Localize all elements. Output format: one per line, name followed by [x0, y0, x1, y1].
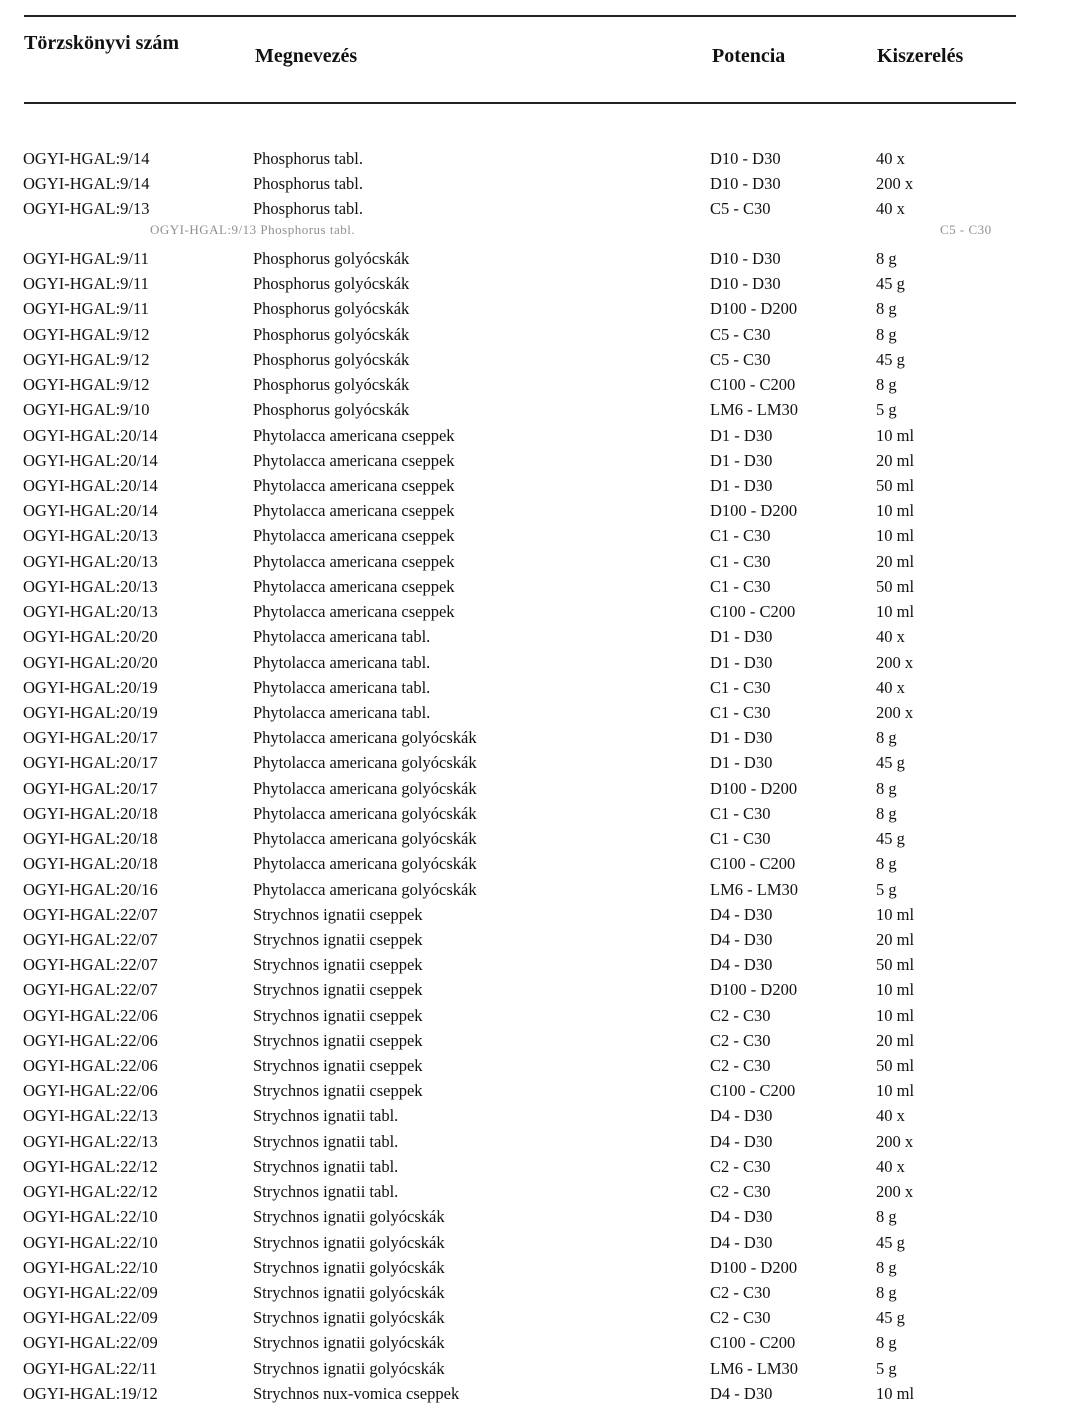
- potency-cell: C2 - C30: [710, 1030, 771, 1050]
- header-registration-number: Törzskönyvi szám: [24, 32, 179, 54]
- table-row: [0, 652, 1090, 677]
- packaging-cell: 5 g: [876, 1358, 897, 1378]
- table-row: [0, 929, 1090, 954]
- product-name-cell: Phytolacca americana tabl.: [253, 652, 431, 672]
- potency-cell: D4 - D30: [710, 955, 773, 975]
- table-row: [0, 1131, 1090, 1156]
- product-name-cell: Phytolacca americana golyócskák: [253, 778, 477, 798]
- registration-number-cell: OGYI-HGAL:22/07: [23, 929, 158, 949]
- product-name-cell: Phytolacca americana tabl.: [253, 627, 431, 647]
- product-name-cell: Strychnos ignatii tabl.: [253, 1182, 399, 1202]
- product-name-cell: Strychnos ignatii cseppek: [253, 1030, 423, 1050]
- product-name-cell: Strychnos ignatii golyócskák: [253, 1257, 445, 1277]
- packaging-cell: 8 g: [876, 324, 897, 344]
- registration-number-cell: OGYI-HGAL:9/12: [23, 324, 150, 344]
- table-row: [0, 1282, 1090, 1307]
- table-row: [0, 778, 1090, 803]
- packaging-cell: 8 g: [876, 375, 897, 395]
- table-row: [0, 803, 1090, 828]
- product-name-cell: Phytolacca americana golyócskák: [253, 854, 477, 874]
- packaging-cell: 5 g: [876, 400, 897, 420]
- potency-cell: D4 - D30: [710, 904, 773, 924]
- product-name-cell: Phosphorus golyócskák: [253, 274, 410, 294]
- packaging-cell: 45 g: [876, 1308, 905, 1328]
- registration-number-cell: OGYI-HGAL:20/13: [23, 602, 158, 622]
- table-row: [0, 576, 1090, 601]
- table-header: [0, 30, 1090, 100]
- table-row: [0, 1181, 1090, 1206]
- packaging-cell: 10 ml: [876, 602, 915, 622]
- potency-cell: LM6 - LM30: [710, 879, 798, 899]
- potency-cell: D1 - D30: [710, 475, 773, 495]
- potency-cell: C1 - C30: [710, 576, 771, 596]
- packaging-cell: 40 x: [876, 1106, 905, 1126]
- table-row: [0, 1055, 1090, 1080]
- packaging-cell: 8 g: [876, 1333, 897, 1353]
- table-row: [0, 248, 1090, 273]
- header-potency: Potencia: [712, 45, 786, 67]
- product-name-cell: Phytolacca americana tabl.: [253, 677, 431, 697]
- table-row: [0, 1080, 1090, 1105]
- potency-cell: C100 - C200: [710, 854, 796, 874]
- packaging-cell: 20 ml: [876, 1030, 915, 1050]
- product-name-cell: Phytolacca americana golyócskák: [253, 879, 477, 899]
- potency-cell: D1 - D30: [710, 627, 773, 647]
- packaging-cell: 10 ml: [876, 1383, 915, 1403]
- product-name-cell: Phosphorus tabl.: [253, 149, 364, 168]
- product-name-cell: Strychnos nux-vomica cseppek: [253, 1383, 460, 1403]
- potency-cell: D4 - D30: [710, 1131, 773, 1151]
- product-name-cell: Strychnos ignatii golyócskák: [253, 1207, 445, 1227]
- packaging-cell: 8 g: [876, 299, 897, 319]
- registration-number-cell: OGYI-HGAL:9/11: [23, 274, 149, 294]
- packaging-cell: 10 ml: [876, 904, 915, 924]
- packaging-cell: 8 g: [876, 854, 897, 874]
- packaging-cell: 200 x: [876, 652, 914, 672]
- potency-cell: C5 - C30: [710, 349, 771, 369]
- packaging-cell: 8 g: [876, 778, 897, 798]
- potency-cell: D100 - D200: [710, 778, 798, 798]
- registration-number-cell: OGYI-HGAL:20/17: [23, 778, 158, 798]
- product-name-cell: Strychnos ignatii golyócskák: [253, 1308, 445, 1328]
- packaging-cell: 10 ml: [876, 980, 915, 1000]
- registration-number-cell: OGYI-HGAL:20/19: [23, 702, 158, 722]
- product-name-cell: Phytolacca americana cseppek: [253, 551, 455, 571]
- product-name-cell: Strychnos ignatii cseppek: [253, 929, 423, 949]
- potency-cell: D10 - D30: [710, 149, 781, 168]
- product-name-cell: Phytolacca americana cseppek: [253, 526, 455, 546]
- potency-cell: C1 - C30: [710, 526, 771, 546]
- packaging-cell: 45 g: [876, 349, 905, 369]
- table-row: [0, 1383, 1090, 1408]
- scan-ghost-right: C5 - C30: [940, 222, 992, 237]
- table-row: [0, 399, 1090, 424]
- potency-cell: C100 - C200: [710, 1081, 796, 1101]
- potency-cell: C1 - C30: [710, 551, 771, 571]
- product-name-cell: Phytolacca americana cseppek: [253, 501, 455, 521]
- table-row: [0, 702, 1090, 727]
- registration-number-cell: OGYI-HGAL:9/13: [23, 199, 150, 218]
- table-row: [0, 1206, 1090, 1231]
- product-name-cell: Phytolacca americana cseppek: [253, 475, 455, 495]
- packaging-cell: 20 ml: [876, 450, 915, 470]
- table-row: [0, 148, 1090, 173]
- registration-number-cell: OGYI-HGAL:9/11: [23, 249, 149, 268]
- packaging-cell: 200 x: [876, 702, 914, 722]
- table-row: [0, 298, 1090, 323]
- product-name-cell: Phosphorus tabl.: [253, 174, 364, 193]
- table-row: [0, 954, 1090, 979]
- registration-number-cell: OGYI-HGAL:22/06: [23, 1005, 158, 1025]
- packaging-cell: 40 x: [876, 627, 905, 647]
- registration-number-cell: OGYI-HGAL:20/18: [23, 829, 158, 849]
- packaging-cell: 8 g: [876, 1207, 897, 1227]
- registration-number-cell: OGYI-HGAL:20/16: [23, 879, 158, 899]
- potency-cell: C100 - C200: [710, 375, 796, 395]
- product-name-cell: Phytolacca americana golyócskák: [253, 829, 477, 849]
- table-row: [0, 1332, 1090, 1357]
- table-row: [0, 1105, 1090, 1130]
- product-name-cell: Strychnos ignatii cseppek: [253, 1056, 423, 1076]
- table-row: [0, 1005, 1090, 1030]
- packaging-cell: 5 g: [876, 879, 897, 899]
- product-name-cell: Strychnos ignatii tabl.: [253, 1131, 399, 1151]
- product-name-cell: Strychnos ignatii cseppek: [253, 1005, 423, 1025]
- potency-cell: C2 - C30: [710, 1283, 771, 1303]
- table-row: [0, 273, 1090, 298]
- registration-number-cell: OGYI-HGAL:22/09: [23, 1333, 158, 1353]
- potency-cell: D4 - D30: [710, 929, 773, 949]
- potency-cell: LM6 - LM30: [710, 1358, 798, 1378]
- potency-cell: C2 - C30: [710, 1308, 771, 1328]
- product-name-cell: Strychnos ignatii cseppek: [253, 980, 423, 1000]
- registration-number-cell: OGYI-HGAL:9/14: [23, 149, 150, 168]
- table-row: [0, 1257, 1090, 1282]
- table-row: [0, 198, 1090, 223]
- potency-cell: C5 - C30: [710, 324, 771, 344]
- packaging-cell: 40 x: [876, 677, 905, 697]
- table-row: [0, 173, 1090, 198]
- packaging-cell: 20 ml: [876, 551, 915, 571]
- packaging-cell: 40 x: [876, 199, 905, 218]
- potency-cell: C1 - C30: [710, 677, 771, 697]
- product-name-cell: Strychnos ignatii golyócskák: [253, 1232, 445, 1252]
- product-name-cell: Strychnos ignatii tabl.: [253, 1106, 399, 1126]
- product-name-cell: Phytolacca americana cseppek: [253, 576, 455, 596]
- table-top-rule: [24, 15, 1016, 17]
- product-name-cell: Phytolacca americana cseppek: [253, 425, 455, 445]
- product-name-cell: Phytolacca americana cseppek: [253, 450, 455, 470]
- product-name-cell: Phosphorus golyócskák: [253, 299, 410, 319]
- registration-number-cell: OGYI-HGAL:22/13: [23, 1106, 158, 1126]
- product-name-cell: Strychnos ignatii tabl.: [253, 1156, 399, 1176]
- potency-cell: D4 - D30: [710, 1207, 773, 1227]
- packaging-cell: 10 ml: [876, 1005, 915, 1025]
- product-name-cell: Strychnos ignatii golyócskák: [253, 1283, 445, 1303]
- table-row: [0, 475, 1090, 500]
- product-name-cell: Strychnos ignatii cseppek: [253, 1081, 423, 1101]
- potency-cell: D1 - D30: [710, 753, 773, 773]
- potency-cell: D100 - D200: [710, 980, 798, 1000]
- potency-cell: D4 - D30: [710, 1232, 773, 1252]
- product-name-cell: Phytolacca americana cseppek: [253, 602, 455, 622]
- registration-number-cell: OGYI-HGAL:20/17: [23, 728, 158, 748]
- table-row: [0, 425, 1090, 450]
- packaging-cell: 8 g: [876, 803, 897, 823]
- potency-cell: C1 - C30: [710, 803, 771, 823]
- potency-cell: D10 - D30: [710, 174, 781, 193]
- packaging-cell: 8 g: [876, 1283, 897, 1303]
- registration-number-cell: OGYI-HGAL:20/14: [23, 425, 158, 445]
- registration-number-cell: OGYI-HGAL:22/06: [23, 1030, 158, 1050]
- registration-number-cell: OGYI-HGAL:22/07: [23, 904, 158, 924]
- packaging-cell: 10 ml: [876, 501, 915, 521]
- registration-number-cell: OGYI-HGAL:22/09: [23, 1308, 158, 1328]
- registration-number-cell: OGYI-HGAL:22/07: [23, 980, 158, 1000]
- potency-cell: D4 - D30: [710, 1106, 773, 1126]
- packaging-cell: 20 ml: [876, 929, 915, 949]
- registration-number-cell: OGYI-HGAL:22/11: [23, 1358, 158, 1378]
- packaging-cell: 200 x: [876, 1182, 914, 1202]
- product-name-cell: Phosphorus golyócskák: [253, 349, 410, 369]
- potency-cell: C1 - C30: [710, 702, 771, 722]
- packaging-cell: 8 g: [876, 249, 897, 268]
- packaging-cell: 45 g: [876, 829, 905, 849]
- table-row: [0, 601, 1090, 626]
- registration-number-cell: OGYI-HGAL:20/20: [23, 627, 158, 647]
- registration-number-cell: OGYI-HGAL:9/12: [23, 349, 150, 369]
- potency-cell: D4 - D30: [710, 1383, 773, 1403]
- table-row: [0, 879, 1090, 904]
- product-name-cell: Strychnos ignatii cseppek: [253, 904, 423, 924]
- registration-number-cell: OGYI-HGAL:20/13: [23, 551, 158, 571]
- packaging-cell: 40 x: [876, 149, 905, 168]
- scan-ghost-left: OGYI-HGAL:9/13 Phosphorus tabl.: [150, 222, 356, 237]
- registration-number-cell: OGYI-HGAL:22/09: [23, 1283, 158, 1303]
- table-row: [0, 853, 1090, 878]
- table-row: [0, 752, 1090, 777]
- registration-number-cell: OGYI-HGAL:9/11: [23, 299, 149, 319]
- registration-number-cell: OGYI-HGAL:20/14: [23, 475, 158, 495]
- registration-number-cell: OGYI-HGAL:22/10: [23, 1207, 158, 1227]
- registration-number-cell: OGYI-HGAL:9/14: [23, 174, 150, 193]
- table-row: [0, 727, 1090, 752]
- potency-cell: C2 - C30: [710, 1005, 771, 1025]
- registration-number-cell: OGYI-HGAL:22/06: [23, 1056, 158, 1076]
- packaging-cell: 10 ml: [876, 526, 915, 546]
- registration-number-cell: OGYI-HGAL:9/12: [23, 375, 150, 395]
- registration-number-cell: OGYI-HGAL:9/10: [23, 400, 150, 420]
- potency-cell: D100 - D200: [710, 299, 798, 319]
- potency-cell: D1 - D30: [710, 652, 773, 672]
- product-name-cell: Phosphorus tabl.: [253, 199, 364, 218]
- registration-number-cell: OGYI-HGAL:20/18: [23, 854, 158, 874]
- registration-number-cell: OGYI-HGAL:20/17: [23, 753, 158, 773]
- table-row: [0, 1156, 1090, 1181]
- table-row: [0, 500, 1090, 525]
- registration-number-cell: OGYI-HGAL:20/19: [23, 677, 158, 697]
- potency-cell: D100 - D200: [710, 501, 798, 521]
- table-row: [0, 904, 1090, 929]
- potency-cell: C5 - C30: [710, 199, 771, 218]
- potency-cell: D10 - D30: [710, 249, 781, 268]
- potency-cell: D1 - D30: [710, 425, 773, 445]
- potency-cell: C2 - C30: [710, 1156, 771, 1176]
- table-body: [0, 148, 1090, 1423]
- packaging-cell: 10 ml: [876, 425, 915, 445]
- table-row: [0, 1030, 1090, 1055]
- packaging-cell: 50 ml: [876, 955, 915, 975]
- potency-cell: C100 - C200: [710, 602, 796, 622]
- product-name-cell: Strychnos ignatii golyócskák: [253, 1358, 445, 1378]
- potency-cell: C2 - C30: [710, 1056, 771, 1076]
- potency-cell: C100 - C200: [710, 1333, 796, 1353]
- potency-cell: LM6 - LM30: [710, 400, 798, 420]
- packaging-cell: 50 ml: [876, 1056, 915, 1076]
- packaging-cell: 8 g: [876, 1257, 897, 1277]
- table-row: [0, 525, 1090, 550]
- registration-number-cell: OGYI-HGAL:22/12: [23, 1182, 158, 1202]
- table-row: [0, 1232, 1090, 1257]
- product-name-cell: Phytolacca americana golyócskák: [253, 728, 477, 748]
- registration-number-cell: OGYI-HGAL:22/10: [23, 1257, 158, 1277]
- registration-number-cell: OGYI-HGAL:20/13: [23, 576, 158, 596]
- registration-number-cell: OGYI-HGAL:19/12: [23, 1383, 158, 1403]
- product-name-cell: Strychnos ignatii cseppek: [253, 955, 423, 975]
- table-row: [0, 677, 1090, 702]
- table-row: [0, 324, 1090, 349]
- product-name-cell: Strychnos ignatii golyócskák: [253, 1333, 445, 1353]
- registration-number-cell: OGYI-HGAL:22/06: [23, 1081, 158, 1101]
- table-row: [0, 979, 1090, 1004]
- registration-number-cell: OGYI-HGAL:20/13: [23, 526, 158, 546]
- packaging-cell: 45 g: [876, 274, 905, 294]
- table-row: [0, 1358, 1090, 1383]
- table-row: [0, 1307, 1090, 1332]
- registration-number-cell: OGYI-HGAL:20/14: [23, 450, 158, 470]
- packaging-cell: 10 ml: [876, 1081, 915, 1101]
- registration-number-cell: OGYI-HGAL:22/12: [23, 1156, 158, 1176]
- table-row: [0, 374, 1090, 399]
- potency-cell: C1 - C30: [710, 829, 771, 849]
- header-packaging: Kiszerelés: [877, 45, 964, 67]
- product-name-cell: Phytolacca americana golyócskák: [253, 803, 477, 823]
- packaging-cell: 200 x: [876, 1131, 914, 1151]
- table-row: [0, 349, 1090, 374]
- packaging-cell: 40 x: [876, 1156, 905, 1176]
- registration-number-cell: OGYI-HGAL:22/13: [23, 1131, 158, 1151]
- potency-cell: C2 - C30: [710, 1182, 771, 1202]
- packaging-cell: 8 g: [876, 728, 897, 748]
- packaging-cell: 45 g: [876, 1232, 905, 1252]
- registration-number-cell: OGYI-HGAL:20/20: [23, 652, 158, 672]
- packaging-cell: 50 ml: [876, 576, 915, 596]
- registration-number-cell: OGYI-HGAL:22/10: [23, 1232, 158, 1252]
- product-name-cell: Phosphorus golyócskák: [253, 324, 410, 344]
- product-name-cell: Phytolacca americana tabl.: [253, 702, 431, 722]
- table-row: [0, 551, 1090, 576]
- product-name-cell: Phytolacca americana golyócskák: [253, 753, 477, 773]
- product-name-cell: Phosphorus golyócskák: [253, 249, 410, 268]
- potency-cell: D1 - D30: [710, 450, 773, 470]
- table-header-rule: [24, 102, 1016, 104]
- packaging-cell: 45 g: [876, 753, 905, 773]
- product-name-cell: Phosphorus golyócskák: [253, 375, 410, 395]
- registration-number-cell: OGYI-HGAL:20/14: [23, 501, 158, 521]
- potency-cell: D10 - D30: [710, 274, 781, 294]
- potency-cell: D100 - D200: [710, 1257, 798, 1277]
- table-row: [0, 450, 1090, 475]
- registration-number-cell: OGYI-HGAL:22/07: [23, 955, 158, 975]
- potency-cell: D1 - D30: [710, 728, 773, 748]
- registration-number-cell: OGYI-HGAL:20/18: [23, 803, 158, 823]
- packaging-cell: 50 ml: [876, 475, 915, 495]
- table-row: [0, 828, 1090, 853]
- product-name-cell: Phosphorus golyócskák: [253, 400, 410, 420]
- header-name: Megnevezés: [255, 45, 358, 67]
- packaging-cell: 200 x: [876, 174, 914, 193]
- table-row: [0, 626, 1090, 651]
